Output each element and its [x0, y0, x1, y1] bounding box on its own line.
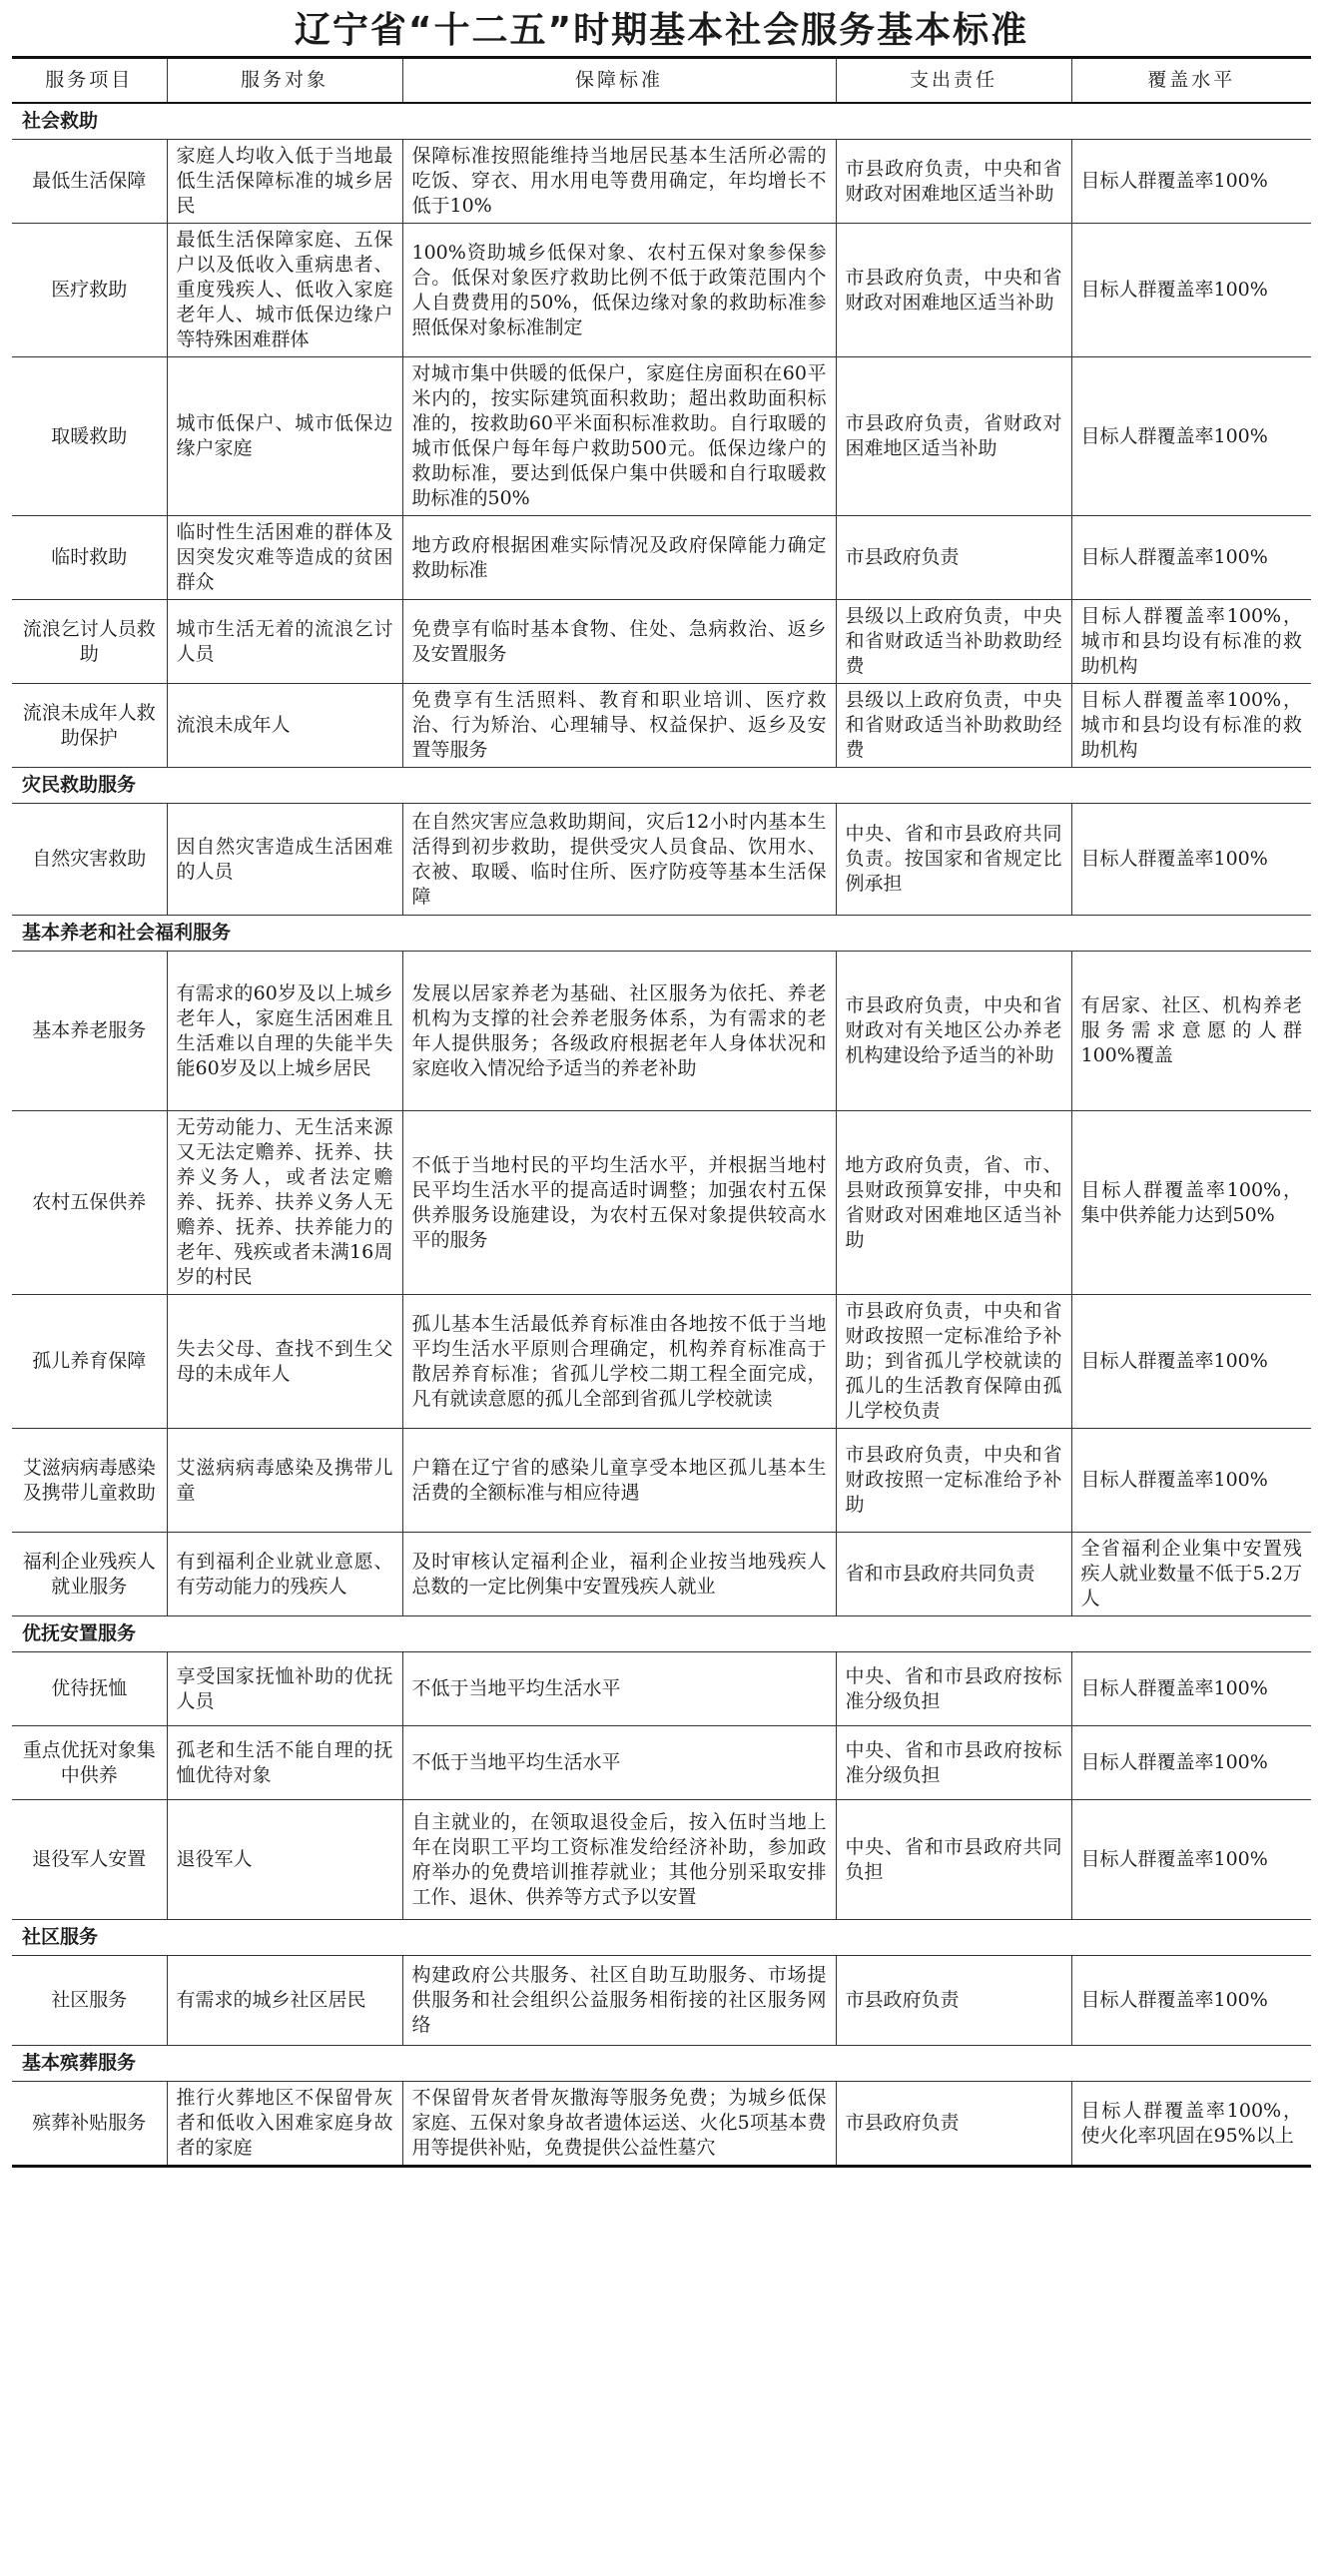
service-item-cell: 医疗救助 [12, 224, 167, 357]
service-item-cell: 孤儿养育保障 [12, 1295, 167, 1429]
standard-cell: 100%资助城乡低保对象、农村五保对象参保参合。低保对象医疗救助比例不低于政策范围内个人自费费用的50%，低保边缘对象的救助标准参照低保对象标准制定 [402, 224, 836, 357]
service-item-cell: 福利企业残疾人就业服务 [12, 1533, 167, 1616]
table-row [12, 684, 1311, 768]
table-row [12, 1726, 1311, 1800]
service-target-cell: 城市生活无着的流浪乞讨人员 [167, 600, 402, 684]
responsibility-cell: 省和市县政府共同负责 [836, 1533, 1071, 1616]
coverage-cell: 目标人群覆盖率100% [1071, 1295, 1311, 1429]
table-row [12, 1956, 1311, 2046]
responsibility-cell: 中央、省和市县政府按标准分级负担 [836, 1726, 1071, 1800]
responsibility-cell: 中央、省和市县政府共同负责。按国家和省规定比例承担 [836, 804, 1071, 916]
service-target-cell: 孤老和生活不能自理的抚恤优待对象 [167, 1726, 402, 1800]
service-item-cell: 艾滋病病毒感染及携带儿童救助 [12, 1429, 167, 1533]
coverage-cell: 目标人群覆盖率100% [1071, 1800, 1311, 1920]
section-row [12, 2046, 1311, 2082]
table-row [12, 1111, 1311, 1295]
service-item-cell: 流浪乞讨人员救助 [12, 600, 167, 684]
coverage-cell: 目标人群覆盖率100% [1071, 1652, 1311, 1726]
standard-cell: 户籍在辽宁省的感染儿童享受本地区孤儿基本生活费的全额标准与相应待遇 [402, 1429, 836, 1533]
service-target-cell: 推行火葬地区不保留骨灰者和低收入困难家庭身故者的家庭 [167, 2082, 402, 2167]
coverage-cell: 目标人群覆盖率100%，城市和县均设有标准的救助机构 [1071, 600, 1311, 684]
responsibility-cell: 市县政府负责，中央和省财政对困难地区适当补助 [836, 224, 1071, 357]
header-responsibility: 支出责任 [836, 58, 1071, 104]
responsibility-cell: 县级以上政府负责，中央和省财政适当补助救助经费 [836, 684, 1071, 768]
table-row [12, 952, 1311, 1111]
service-item-cell: 社区服务 [12, 1956, 167, 2046]
coverage-cell: 有居家、社区、机构养老服务需求意愿的人群100%覆盖 [1071, 952, 1311, 1111]
service-item-cell: 优待抚恤 [12, 1652, 167, 1726]
service-target-cell: 失去父母、查找不到生父母的未成年人 [167, 1295, 402, 1429]
responsibility-cell: 市县政府负责，中央和省财政按照一定标准给予补助 [836, 1429, 1071, 1533]
section-title: 优抚安置服务 [12, 1616, 1311, 1652]
service-item-cell: 取暖救助 [12, 357, 167, 516]
service-item-cell: 基本养老服务 [12, 952, 167, 1111]
service-target-cell: 艾滋病病毒感染及携带儿童 [167, 1429, 402, 1533]
standard-cell: 对城市集中供暖的低保户，家庭住房面积在60平米内的，按实际建筑面积救助；超出救助面积标准的，按救助60平米面积标准救助。自行取暖的城市低保户每年每户救助500元。低保边缘户的救助标准，要达到低保户集中供暖和自行取暖救助标准的50% [402, 357, 836, 516]
table-row [12, 1652, 1311, 1726]
responsibility-cell: 市县政府负责，省财政对困难地区适当补助 [836, 357, 1071, 516]
service-target-cell: 因自然灾害造成生活困难的人员 [167, 804, 402, 916]
responsibility-cell: 市县政府负责，中央和省财政按照一定标准给予补助；到省孤儿学校就读的孤儿的生活教育保障由孤儿学校负责 [836, 1295, 1071, 1429]
section-title: 基本殡葬服务 [12, 2046, 1311, 2082]
service-target-cell: 退役军人 [167, 1800, 402, 1920]
coverage-cell: 全省福利企业集中安置残疾人就业数量不低于5.2万人 [1071, 1533, 1311, 1616]
standard-cell: 地方政府根据困难实际情况及政府保障能力确定救助标准 [402, 516, 836, 600]
coverage-cell: 目标人群覆盖率100% [1071, 357, 1311, 516]
section-row [12, 1920, 1311, 1956]
service-target-cell: 临时性生活困难的群体及因突发灾难等造成的贫困群众 [167, 516, 402, 600]
responsibility-cell: 中央、省和市县政府共同负担 [836, 1800, 1071, 1920]
service-target-cell: 有需求的城乡社区居民 [167, 1956, 402, 2046]
standard-cell: 免费享有生活照料、教育和职业培训、医疗救治、行为矫治、心理辅导、权益保护、返乡及安置等服务 [402, 684, 836, 768]
header-service-item: 服务项目 [12, 58, 167, 104]
section-title: 社区服务 [12, 1920, 1311, 1956]
service-target-cell: 家庭人均收入低于当地最低生活保障标准的城乡居民 [167, 140, 402, 224]
table-row [12, 2082, 1311, 2167]
standard-cell: 免费享有临时基本食物、住处、急病救治、返乡及安置服务 [402, 600, 836, 684]
service-item-cell: 临时救助 [12, 516, 167, 600]
table-row [12, 224, 1311, 357]
standard-cell: 构建政府公共服务、社区自助互助服务、市场提供服务和社会组织公益服务相衔接的社区服务网络 [402, 1956, 836, 2046]
coverage-cell: 目标人群覆盖率100% [1071, 140, 1311, 224]
coverage-cell: 目标人群覆盖率100% [1071, 1429, 1311, 1533]
standard-cell: 发展以居家养老为基础、社区服务为依托、养老机构为支撑的社会养老服务体系，为有需求的老年人提供服务；各级政府根据老年人身体状况和家庭收入情况给予适当的养老补助 [402, 952, 836, 1111]
coverage-cell: 目标人群覆盖率100%，集中供养能力达到50% [1071, 1111, 1311, 1295]
standard-cell: 不低于当地平均生活水平 [402, 1726, 836, 1800]
service-item-cell: 最低生活保障 [12, 140, 167, 224]
table-row [12, 1800, 1311, 1920]
section-row [12, 768, 1311, 804]
header-service-target: 服务对象 [167, 58, 402, 104]
responsibility-cell: 县级以上政府负责，中央和省财政适当补助救助经费 [836, 600, 1071, 684]
responsibility-cell: 市县政府负责，中央和省财政对困难地区适当补助 [836, 140, 1071, 224]
service-target-cell: 城市低保户、城市低保边缘户家庭 [167, 357, 402, 516]
service-target-cell: 无劳动能力、无生活来源又无法定赡养、抚养、扶养义务人，或者法定赡养、抚养、扶养义务人无赡养、抚养、扶养能力的老年、残疾或者未满16周岁的村民 [167, 1111, 402, 1295]
section-title: 灾民救助服务 [12, 768, 1311, 804]
standard-cell: 不低于当地平均生活水平 [402, 1652, 836, 1726]
standard-cell: 保障标准按照能维持当地居民基本生活所必需的吃饭、穿衣、用水用电等费用确定，年均增长不低于10% [402, 140, 836, 224]
table-row [12, 804, 1311, 916]
responsibility-cell: 市县政府负责 [836, 1956, 1071, 2046]
table-row [12, 516, 1311, 600]
standard-cell: 及时审核认定福利企业，福利企业按当地残疾人总数的一定比例集中安置残疾人就业 [402, 1533, 836, 1616]
section-title: 社会救助 [12, 103, 1311, 140]
section-row [12, 1616, 1311, 1652]
table-row [12, 357, 1311, 516]
section-row [12, 103, 1311, 140]
header-coverage: 覆盖水平 [1071, 58, 1311, 104]
table-row [12, 1295, 1311, 1429]
coverage-cell: 目标人群覆盖率100%，城市和县均设有标准的救助机构 [1071, 684, 1311, 768]
standard-cell: 自主就业的，在领取退役金后，按入伍时当地上年在岗职工平均工资标准发给经济补助，参加政府举办的免费培训推荐就业；其他分别采取安排工作、退休、供养等方式予以安置 [402, 1800, 836, 1920]
service-item-cell: 殡葬补贴服务 [12, 2082, 167, 2167]
coverage-cell: 目标人群覆盖率100% [1071, 1956, 1311, 2046]
section-row [12, 916, 1311, 952]
section-title: 基本养老和社会福利服务 [12, 916, 1311, 952]
coverage-cell: 目标人群覆盖率100% [1071, 224, 1311, 357]
standard-cell: 不保留骨灰者骨灰撒海等服务免费；为城乡低保家庭、五保对象身故者遗体运送、火化5项基本费用等提供补贴，免费提供公益性墓穴 [402, 2082, 836, 2167]
standard-cell: 不低于当地村民的平均生活水平，并根据当地村民平均生活水平的提高适时调整；加强农村五保供养服务设施建设，为农村五保对象提供较高水平的服务 [402, 1111, 836, 1295]
table-row [12, 1429, 1311, 1533]
responsibility-cell: 中央、省和市县政府按标准分级负担 [836, 1652, 1071, 1726]
table-header-row [12, 58, 1311, 104]
responsibility-cell: 地方政府负责，省、市、县财政预算安排，中央和省财政对困难地区适当补助 [836, 1111, 1071, 1295]
service-target-cell: 有需求的60岁及以上城乡老年人，家庭生活困难且生活难以自理的失能半失能60岁及以上城乡居民 [167, 952, 402, 1111]
table-row [12, 140, 1311, 224]
responsibility-cell: 市县政府负责 [836, 516, 1071, 600]
coverage-cell: 目标人群覆盖率100% [1071, 516, 1311, 600]
responsibility-cell: 市县政府负责，中央和省财政对有关地区公办养老机构建设给予适当的补助 [836, 952, 1071, 1111]
service-item-cell: 重点优抚对象集中供养 [12, 1726, 167, 1800]
service-item-cell: 流浪未成年人救助保护 [12, 684, 167, 768]
service-target-cell: 最低生活保障家庭、五保户以及低收入重病患者、重度残疾人、低收入家庭老年人、城市低保边缘户等特殊困难群体 [167, 224, 402, 357]
service-item-cell: 农村五保供养 [12, 1111, 167, 1295]
standard-cell: 在自然灾害应急救助期间，灾后12小时内基本生活得到初步救助，提供受灾人员食品、饮用水、衣被、取暖、临时住所、医疗防疫等基本生活保障 [402, 804, 836, 916]
document-title: 辽宁省“十二五”时期基本社会服务基本标准 [294, 10, 1029, 51]
service-standards-table [12, 56, 1311, 2168]
table-row [12, 1533, 1311, 1616]
service-target-cell: 享受国家抚恤补助的优抚人员 [167, 1652, 402, 1726]
service-target-cell: 流浪未成年人 [167, 684, 402, 768]
coverage-cell: 目标人群覆盖率100% [1071, 804, 1311, 916]
header-standard: 保障标准 [402, 58, 836, 104]
service-item-cell: 退役军人安置 [12, 1800, 167, 1920]
standard-cell: 孤儿基本生活最低养育标准由各地按不低于当地平均生活水平原则合理确定，机构养育标准高于散居养育标准；省孤儿学校二期工程全面完成，凡有就读意愿的孤儿全部到省孤儿学校就读 [402, 1295, 836, 1429]
service-target-cell: 有到福利企业就业意愿、有劳动能力的残疾人 [167, 1533, 402, 1616]
coverage-cell: 目标人群覆盖率100%，使火化率巩固在95%以上 [1071, 2082, 1311, 2167]
service-item-cell: 自然灾害救助 [12, 804, 167, 916]
table-row [12, 600, 1311, 684]
responsibility-cell: 市县政府负责 [836, 2082, 1071, 2167]
coverage-cell: 目标人群覆盖率100% [1071, 1726, 1311, 1800]
